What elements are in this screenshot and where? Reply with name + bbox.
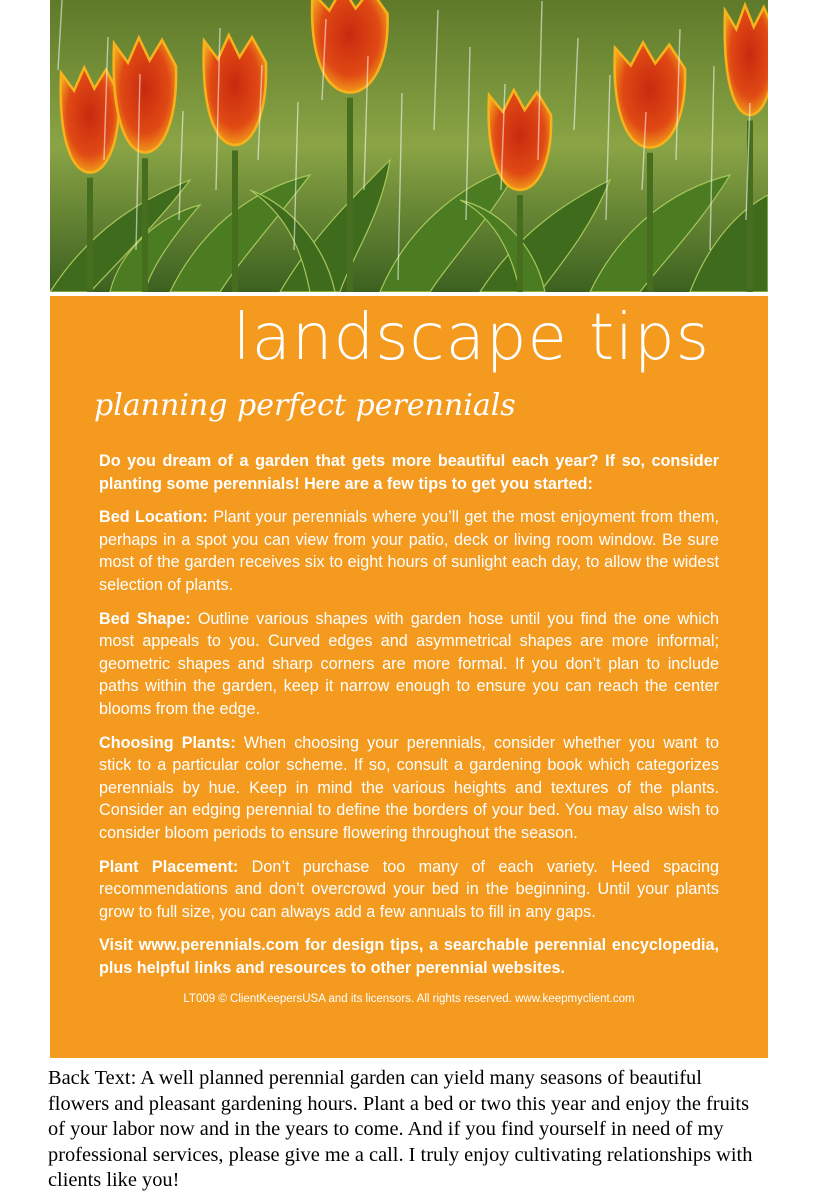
tulip-stem: [232, 151, 238, 293]
subhead: planning perfect perennials: [94, 388, 516, 423]
tulip-stem: [647, 153, 653, 292]
back-text: Back Text: A well planned perennial garden can yield many seasons of beautiful flowers and pleasant gardening hours. Plant a bed or two this year and enjoy the fruits of your labor now and in the years to come. And if you find yourself in need of my professional services, please give me a call. I truly enjoy cultivating relationships with clients like you!: [48, 1067, 753, 1192]
tip-choosing-plants: [99, 732, 719, 845]
tip-text: Plant your perennials where you’ll get the most enjoyment from them, perhaps in a spot you can view from your patio, deck or living room window. Be sure most of the garden receives six to eight hours of sunlight each day, to allow the widest selection of plants.: [99, 508, 719, 594]
tulip-stem: [142, 158, 148, 292]
tulips-in-rain-photo: [50, 0, 768, 292]
tip-bed-shape: [99, 608, 719, 721]
tulip-stem: [87, 178, 93, 292]
tip-plant-placement: [99, 856, 719, 924]
tip-text: Outline various shapes with garden hose until you find the one which most appeals to you. Curved edges and asymmetrical shapes are more informal; geometric shapes and sharp corners are more formal. If you don’t plan to include paths within the garden, keep it narrow enough to ensure you can reach the center blooms from the edge.: [99, 609, 719, 718]
tip-text: When choosing your perennials, consider whether you want to stick to a particular color scheme. If so, consult a gardening book which categorizes perennials by hue. Keep in mind the various heights and textures of the plants. Consider an edging perennial to define the borders of your bed. You may also wish to consider bloom periods to ensure flowering throughout the season.: [99, 733, 719, 842]
intro-paragraph: Do you dream of a garden that gets more beautiful each year? If so, consider planting some perennials! Here are a few tips to get you started:: [99, 452, 719, 493]
tip-bed-location: [99, 506, 719, 596]
headline: landscape tips: [232, 301, 710, 375]
tip-label: Plant Placement:: [99, 857, 239, 876]
tip-label: Bed Shape:: [99, 609, 191, 628]
tips-body: [99, 450, 719, 990]
closing-paragraph: Visit www.perennials.com for design tips, a searchable perennial encyclopedia, plus helpful links and resources to other perennial websites.: [99, 936, 719, 977]
tip-text: Don’t purchase too many of each variety. Heed spacing recommendations and don’t overcrowd your bed in the beginning. Until your plants grow to full size, you can always add a few annuals to fill in any gaps.: [99, 857, 719, 921]
tulips-illustration: [50, 0, 768, 292]
tulip-stem: [347, 98, 353, 292]
tulip-stem: [517, 195, 523, 292]
tip-label: Choosing Plants:: [99, 733, 236, 752]
copyright-note: LT009 © ClientKeepersUSA and its licensors. All rights reserved. www.keepmyclient.com: [183, 993, 635, 1005]
tips-panel: [50, 296, 768, 1058]
tip-label: Bed Location:: [99, 508, 208, 527]
